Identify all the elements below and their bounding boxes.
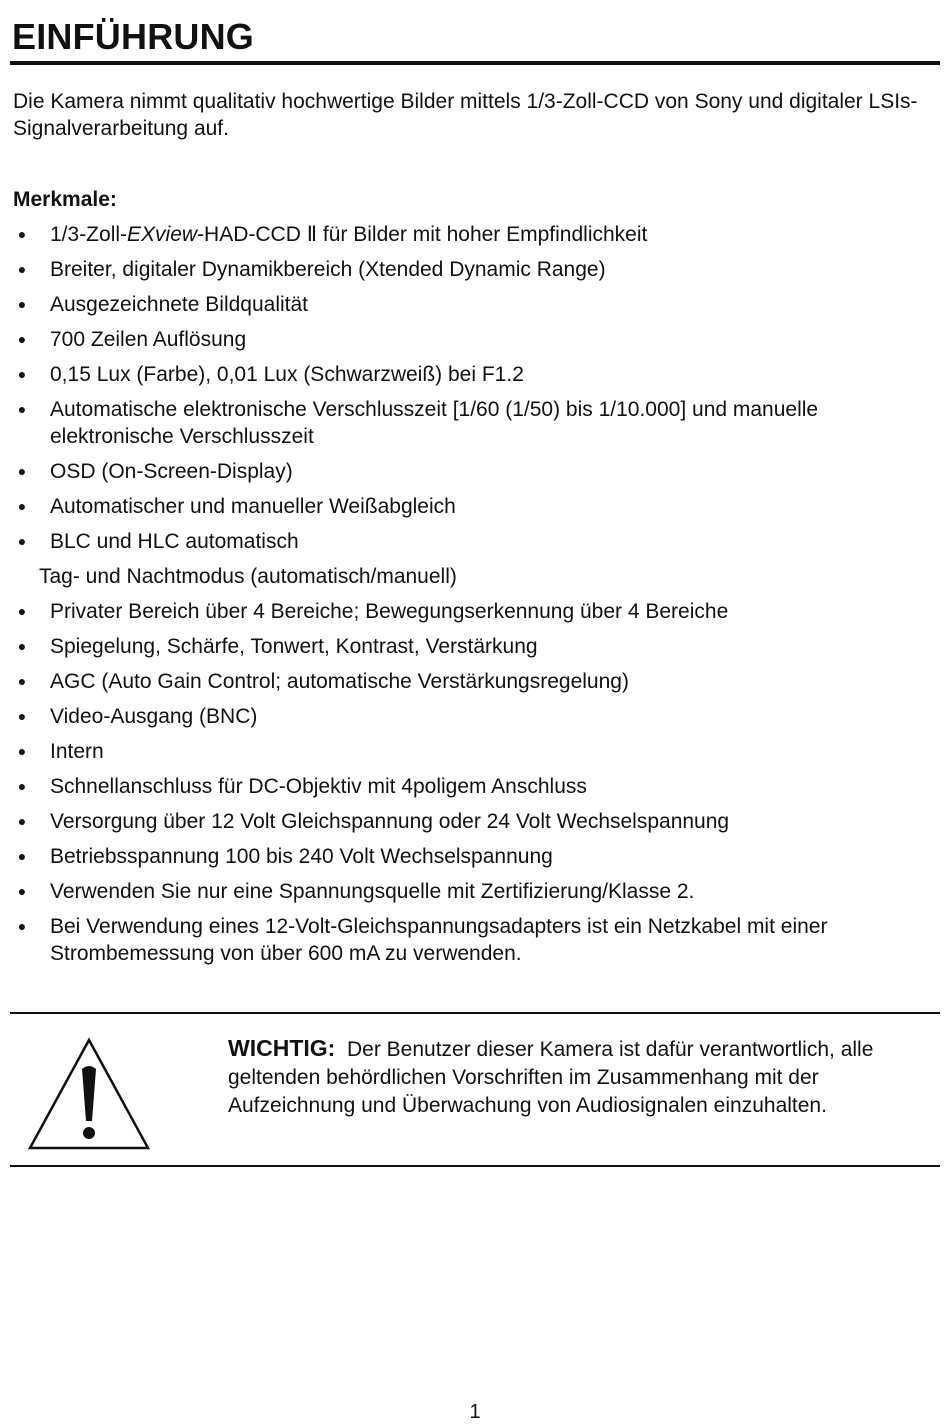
feature-item — [0, 738, 945, 765]
feature-item — [0, 528, 945, 555]
feature-item — [0, 256, 945, 283]
feature-text: Bei Verwendung eines 12-Volt-Gleichspannungsadapters ist ein Netzkabel mit einer Strombemessung von über 600 mA zu verwenden. — [50, 915, 828, 965]
notice-label: WICHTIG: — [228, 1035, 336, 1061]
bullet-icon: ● — [17, 708, 27, 724]
feature-item — [0, 326, 945, 353]
intro-paragraph: Die Kamera nimmt qualitativ hochwertige Bilder mittels 1/3-Zoll-CCD von Sony und digitaler LSIs-Signalverarbeitung auf. — [13, 90, 918, 140]
bullet-icon: ● — [17, 366, 27, 382]
bullet-icon: ● — [17, 463, 27, 479]
feature-text: 1/3-Zoll- — [50, 223, 128, 246]
notice-text — [228, 1034, 928, 1120]
feature-item — [0, 633, 945, 660]
feature-text: Versorgung über 12 Volt Gleichspannung oder 24 Volt Wechselspannung — [50, 810, 730, 833]
bullet-icon: ● — [17, 778, 27, 794]
bullet-icon: ● — [17, 498, 27, 514]
bullet-icon: ● — [17, 918, 27, 934]
bullet-icon: ● — [17, 743, 27, 759]
bullet-icon: ● — [17, 883, 27, 899]
feature-text: BLC und HLC automatisch — [50, 530, 299, 553]
feature-text: Ausgezeichnete Bildqualität — [50, 293, 309, 316]
warning-triangle-icon — [27, 1037, 151, 1151]
bullet-icon: ● — [17, 226, 27, 242]
bullet-icon: ● — [17, 813, 27, 829]
feature-text: OSD (On-Screen-Display) — [50, 460, 293, 483]
feature-text: Automatischer und manueller Weißabgleich — [50, 495, 456, 518]
bullet-icon: ● — [17, 401, 27, 417]
feature-item — [0, 668, 945, 695]
feature-text: Video-Ausgang (BNC) — [50, 705, 258, 728]
bullet-icon: ● — [17, 603, 27, 619]
feature-item — [0, 703, 945, 730]
feature-item — [0, 598, 945, 625]
feature-item — [0, 221, 945, 248]
feature-item — [0, 913, 945, 967]
bullet-icon: ● — [17, 533, 27, 549]
feature-text: 0,15 Lux (Farbe), 0,01 Lux (Schwarzweiß) bei F1.2 — [50, 363, 524, 386]
bullet-icon: ● — [17, 331, 27, 347]
feature-text-italic: EXview — [127, 223, 198, 246]
feature-text: Intern — [50, 740, 104, 763]
feature-text: Tag- und Nachtmodus (automatisch/manuell) — [39, 565, 457, 588]
feature-item — [0, 493, 945, 520]
feature-text: AGC (Auto Gain Control; automatische Verstärkungsregelung) — [50, 670, 629, 693]
features-heading: Merkmale: — [13, 188, 117, 211]
feature-text: Privater Bereich über 4 Bereiche; Bewegungserkennung über 4 Bereiche — [50, 600, 729, 623]
notice-bottom-rule — [10, 1165, 940, 1167]
feature-item — [0, 458, 945, 485]
feature-item — [0, 291, 945, 318]
feature-item — [0, 808, 945, 835]
bullet-icon: ● — [17, 673, 27, 689]
feature-item — [0, 773, 945, 800]
bullet-icon: ● — [17, 261, 27, 277]
title-rule — [10, 61, 940, 65]
feature-item — [0, 878, 945, 905]
feature-item — [0, 396, 945, 450]
feature-text: Verwenden Sie nur eine Spannungsquelle mit Zertifizierung/Klasse 2. — [50, 880, 695, 903]
notice-body: Der Benutzer dieser Kamera ist dafür verantwortlich, alle geltenden behördlichen Vorschriften im Zusammenhang mit der Aufzeichnung und Überwachung von Audiosignalen einzuhalten. — [228, 1038, 874, 1117]
features-list — [0, 221, 945, 975]
feature-text: 700 Zeilen Auflösung — [50, 328, 247, 351]
feature-text: Betriebsspannung 100 bis 240 Volt Wechselspannung — [50, 845, 553, 868]
feature-item — [0, 361, 945, 388]
feature-item — [0, 843, 945, 870]
bullet-icon: ● — [17, 638, 27, 654]
feature-item — [0, 563, 945, 590]
bullet-icon: ● — [17, 296, 27, 312]
feature-text: Breiter, digitaler Dynamikbereich (Xtended Dynamic Range) — [50, 258, 606, 281]
page-title: EINFÜHRUNG — [12, 16, 254, 57]
feature-text-suffix: -HAD-CCD Ⅱ für Bilder mit hoher Empfindlichkeit — [197, 223, 648, 246]
notice-top-rule — [10, 1012, 940, 1014]
bullet-icon: ● — [17, 848, 27, 864]
page-number: 1 — [469, 1401, 481, 1423]
feature-text: Schnellanschluss für DC-Objektiv mit 4poligem Anschluss — [50, 775, 587, 798]
feature-text: Automatische elektronische Verschlusszeit [1/60 (1/50) bis 1/10.000] und manuelle elektronische Verschlusszeit — [50, 398, 819, 448]
feature-text: Spiegelung, Schärfe, Tonwert, Kontrast, Verstärkung — [50, 635, 538, 658]
